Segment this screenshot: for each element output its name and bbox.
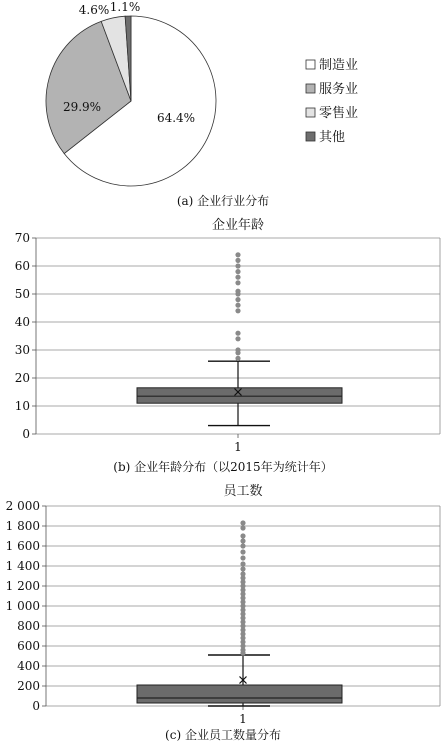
y-tick-label: 1 800 (5, 519, 40, 533)
outlier-point (240, 561, 245, 566)
iqr-box (137, 685, 342, 703)
y-tick-label: 70 (14, 231, 30, 245)
legend-label-0: 制造业 (319, 58, 359, 73)
outlier-point (235, 303, 240, 308)
outlier-point (235, 308, 240, 313)
outlier-point (235, 347, 240, 352)
y-tick-label: 200 (17, 679, 40, 693)
pie-label-1: 29.9% (62, 100, 102, 114)
legend-swatch-1 (306, 84, 315, 93)
outlier-point (240, 538, 245, 543)
outlier-point (240, 543, 245, 548)
pie-label-3: 1.1% (109, 0, 141, 14)
pie-label-2: 4.6% (78, 3, 110, 17)
chart-title: 企业年龄 (211, 218, 265, 233)
outlier-point (235, 269, 240, 274)
y-tick-label: 40 (14, 315, 30, 329)
outlier-point (240, 533, 245, 538)
legend-swatch-2 (306, 108, 315, 117)
outlier-point (235, 275, 240, 280)
y-tick-label: 1 000 (5, 599, 40, 613)
pie-chart (0, 0, 446, 190)
outlier-point (240, 566, 245, 571)
y-tick-label: 10 (14, 399, 30, 413)
y-tick-label: 600 (17, 639, 40, 653)
outlier-point (240, 525, 245, 530)
y-tick-label: 20 (14, 371, 30, 385)
y-tick-label: 1 400 (5, 559, 40, 573)
pie-panel (0, 0, 446, 200)
y-tick-label: 50 (14, 287, 30, 301)
x-tick-label: 1 (239, 712, 247, 723)
y-tick-label: 1 600 (5, 539, 40, 553)
chart-title: 员工数 (223, 484, 263, 499)
legend-swatch-0 (306, 60, 315, 69)
y-tick-label: 2 000 (5, 499, 40, 513)
pie-label-0: 64.4% (156, 111, 196, 125)
y-tick-label: 400 (17, 659, 40, 673)
legend-label-3: 其他 (319, 130, 346, 145)
y-tick-label: 0 (22, 427, 30, 441)
outlier-point (235, 263, 240, 268)
outlier-point (240, 555, 245, 560)
y-tick-label: 1 200 (5, 579, 40, 593)
outlier-point (240, 549, 245, 554)
y-tick-label: 30 (14, 343, 30, 357)
outlier-point (235, 258, 240, 263)
y-tick-label: 60 (14, 259, 30, 273)
x-tick-label: 1 (234, 440, 242, 452)
staff-box-plot (0, 478, 446, 723)
outlier-point (240, 520, 245, 525)
staff-panel (0, 478, 446, 723)
y-tick-label: 800 (17, 619, 40, 633)
outlier-point (240, 571, 245, 576)
outlier-point (235, 331, 240, 336)
age-panel (0, 212, 446, 452)
outlier-point (235, 297, 240, 302)
pie-caption: (a) 企业行业分布 (176, 194, 270, 208)
outlier-point (235, 356, 240, 361)
legend-label-2: 零售业 (319, 106, 359, 121)
legend-label-1: 服务业 (319, 82, 359, 97)
legend-swatch-3 (306, 132, 315, 141)
outlier-point (235, 289, 240, 294)
age-box-plot (0, 212, 446, 452)
age-caption: (b) 企业年龄分布（以2015年为统计年） (113, 460, 333, 474)
y-tick-label: 0 (32, 699, 40, 713)
outlier-point (235, 252, 240, 257)
staff-caption: (c) 企业员工数量分布 (165, 728, 281, 742)
outlier-point (235, 336, 240, 341)
outlier-point (235, 280, 240, 285)
